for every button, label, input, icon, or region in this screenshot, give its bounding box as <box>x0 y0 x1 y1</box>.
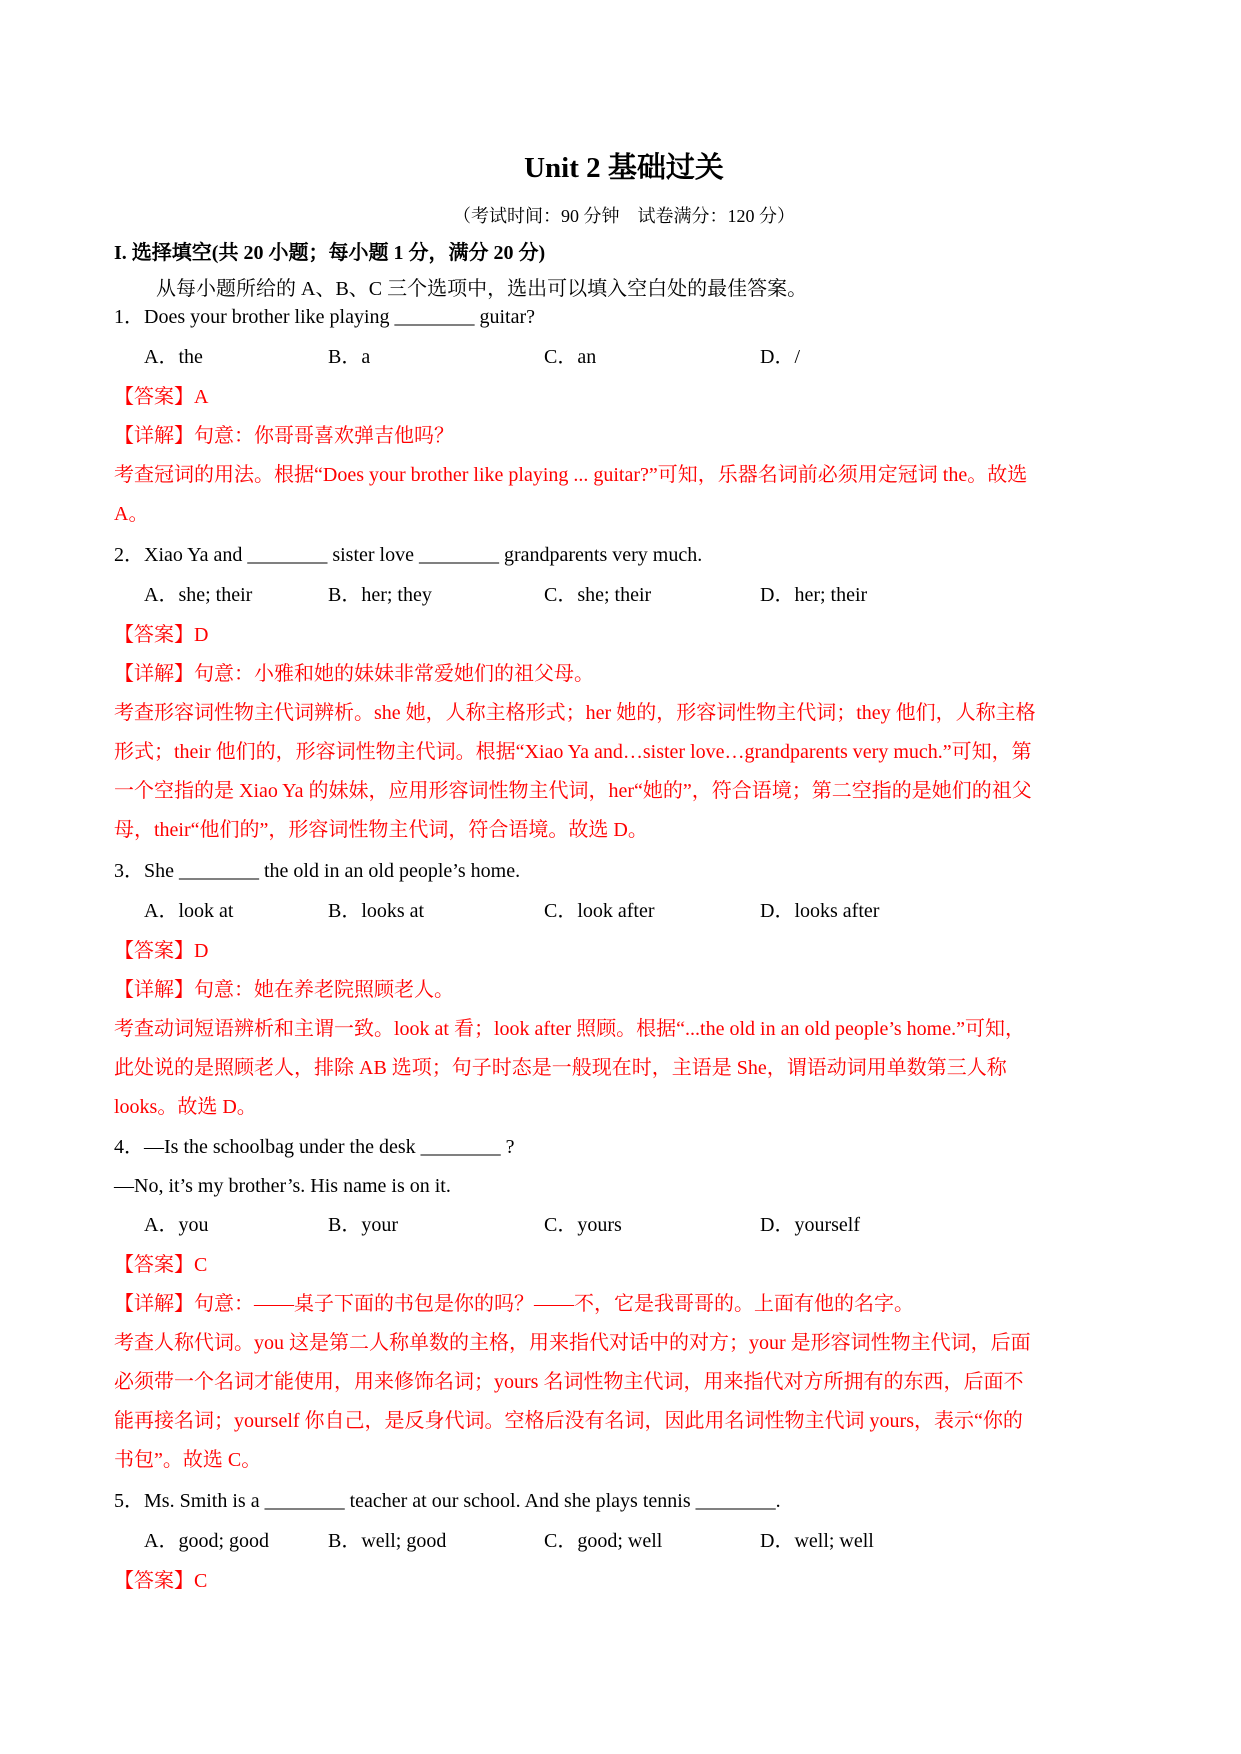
question-5-answer: 【答案】C <box>114 1570 208 1592</box>
question-5-option-a: A．good; good <box>144 1530 269 1552</box>
question-3-option-d: D．looks after <box>760 900 880 922</box>
question-3-option-a: A．look at <box>144 900 234 922</box>
question-2-stem: 2．Xiao Ya and ________ sister love ________ grandparents very much. <box>114 544 703 566</box>
section-instruction: 从每小题所给的 A、B、C 三个选项中，选出可以填入空白处的最佳答案。 <box>156 278 808 300</box>
question-1-answer: 【答案】A <box>114 386 209 408</box>
question-2-option-a: A．she; their <box>144 584 253 606</box>
question-3-option-b: B．looks at <box>328 900 425 922</box>
question-4-analysis-line-4: 书包”。故选 C。 <box>114 1449 262 1471</box>
question-1-option-d: D．/ <box>760 346 800 368</box>
question-4-analysis-line-1: 考查人称代词。you 这是第二人称单数的主格，用来指代对话中的对方；your 是形容词性物主代词，后面 <box>114 1332 1031 1354</box>
question-1-analysis-line-2: A。 <box>114 503 149 525</box>
question-1-analysis-line-1: 考查冠词的用法。根据“Does your brother like playing ... guitar?”可知，乐器名词前必须用定冠词 the。故选 <box>114 464 1028 486</box>
question-3-explain: 【详解】句意：她在养老院照顾老人。 <box>114 979 454 1001</box>
question-4-explain: 【详解】句意：——桌子下面的书包是你的吗？——不，它是我哥哥的。上面有他的名字。 <box>114 1293 914 1315</box>
question-2-answer: 【答案】D <box>114 624 209 646</box>
question-3-answer: 【答案】D <box>114 940 209 962</box>
question-3-analysis-line-2: 此处说的是照顾老人，排除 AB 选项；句子时态是一般现在时，主语是 She，谓语动词用单数第三人称 <box>114 1057 1007 1079</box>
question-4-analysis-line-3: 能再接名词；yourself 你自己，是反身代词。空格后没有名词，因此用名词性物主代词 yours，表示“你的 <box>114 1410 1023 1432</box>
question-5-option-b: B．well; good <box>328 1530 447 1552</box>
question-1-option-b: B．a <box>328 346 371 368</box>
page-title: Unit 2 基础过关 <box>524 152 724 184</box>
exam-info: （考试时间：90 分钟 试卷满分：120 分） <box>453 206 795 226</box>
question-2-option-d: D．her; their <box>760 584 868 606</box>
question-3-analysis-line-3: looks。故选 D。 <box>114 1096 257 1118</box>
question-4-analysis-line-2: 必须带一个名词才能使用，用来修饰名词；yours 名词性物主代词，用来指代对方所拥有的东西，后面不 <box>114 1371 1024 1393</box>
question-2-analysis-line-2: 形式；their 他们的，形容词性物主代词。根据“Xiao Ya and…sister love…grandparents very much.”可知，第 <box>114 741 1032 763</box>
question-4-stem-reply: —No, it’s my brother’s. His name is on it. <box>114 1175 451 1197</box>
question-3-analysis-line-1: 考查动词短语辨析和主谓一致。look at 看；look after 照顾。根据“...the old in an old people’s home.”可知， <box>114 1018 1025 1040</box>
question-2-analysis-line-1: 考查形容词性物主代词辨析。she 她，人称主格形式；her 她的，形容词性物主代词；they 他们，人称主格 <box>114 702 1036 724</box>
question-2-explain: 【详解】句意：小雅和她的妹妹非常爱她们的祖父母。 <box>114 663 594 685</box>
question-4-answer: 【答案】C <box>114 1254 208 1276</box>
question-4-option-d: D．yourself <box>760 1214 860 1236</box>
question-1-option-c: C．an <box>544 346 597 368</box>
question-4-stem: 4．—Is the schoolbag under the desk ________ ? <box>114 1136 515 1158</box>
question-2-option-b: B．her; they <box>328 584 432 606</box>
question-5-stem: 5．Ms. Smith is a ________ teacher at our school. And she plays tennis ________. <box>114 1490 781 1512</box>
question-3-stem: 3．She ________ the old in an old people’s home. <box>114 860 521 882</box>
question-4-option-a: A．you <box>144 1214 209 1236</box>
question-5-option-d: D．well; well <box>760 1530 874 1552</box>
question-4-option-b: B．your <box>328 1214 398 1236</box>
question-2-analysis-line-4: 母，their“他们的”，形容词性物主代词，符合语境。故选 D。 <box>114 819 648 841</box>
question-1-explain: 【详解】句意：你哥哥喜欢弹吉他吗？ <box>114 425 454 447</box>
question-5-option-c: C．good; well <box>544 1530 663 1552</box>
question-3-option-c: C．look after <box>544 900 655 922</box>
question-1-stem: 1．Does your brother like playing ________ guitar? <box>114 306 536 328</box>
question-4-option-c: C．yours <box>544 1214 622 1236</box>
question-2-option-c: C．she; their <box>544 584 652 606</box>
question-1-option-a: A．the <box>144 346 203 368</box>
section-heading: I. 选择填空(共 20 小题；每小题 1 分，满分 20 分) <box>114 242 546 264</box>
question-2-analysis-line-3: 一个空指的是 Xiao Ya 的妹妹，应用形容词性物主代词，her“她的”，符合语境；第二空指的是她们的祖父 <box>114 780 1032 802</box>
